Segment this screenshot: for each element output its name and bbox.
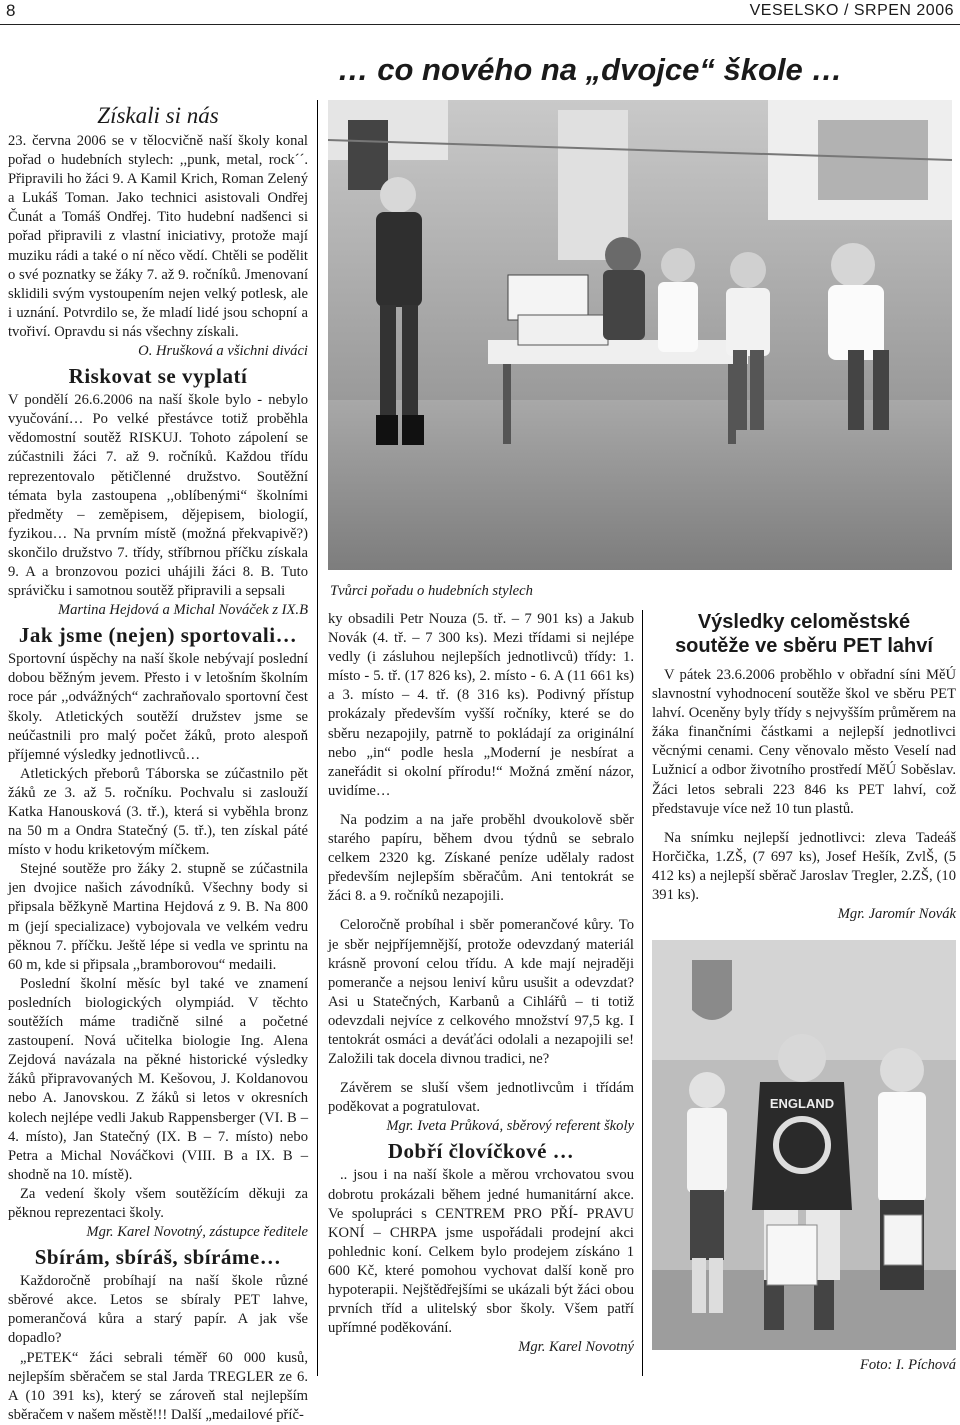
heading-vysledky: Výsledky celoměstské soutěže ve sběru PET lahví [675,611,933,657]
heading-dobri: Dobří človíčkové … [387,1139,575,1164]
riskovat-signature: Martina Hejdová a Michal Nováček z IX.B [57,602,308,619]
sportovali-para: Atletických přeborů Táborska se zúčastnilo pět žáků ze 3. až 5. ročníku. Pochvalu si zaslouží Katka Hanousková (3. tř.), která si vyběhla bronz na 50 m a Ondra Statečný (5. tř.), ten získal páté místo v hodu kriketovým míčkem. [8,765,308,859]
column-left [8,100,308,1425]
section-banner: … co nového na „dvojce“ škole … [337,52,843,87]
heading-sbiram: Sbírám, sbíráš, sbíráme… [34,1245,282,1270]
header-rule [0,24,960,25]
sbiram-continued: Celoročně probíhal i sběr pomerančové kůry. To je sběr nejpříjemnější, protože odevzdaný materiál krásně provoní celou třídu. A kde mají nejraději pomeranče a nejsou leniví kůru usušit a odevzdat? Asi u Statečných, Karbanů a Cihlářů – ti totiž odevzdali nejvíce z celkového množství 97,5 kg. I tentokrát osmáci a deváťáci odolali a nezapojili se! Založili tak docela divnou tradici, ne? [328,917,634,1068]
photo-pet-winners [652,940,956,1350]
ziskali-para: 23. června 2006 se v tělocvičně naší školy konal pořad o hudebních stylech: ,,punk, metal, rock´´. Připravili ho žáci 9. A Kamil Krich, Roman Zelený a Lukáš Toman. Jako technici asistovali Ondřej Čunát a Tomáš Ondřej. Tito hudební nadšenci si pořad připravili z vlastní iniciativy, protože mají muziku rádi a také o ní něco vědí. Chtěli se podělit o své poznatky se žáky 7. až 9. ročníků. Jmenovaní sklidili svým vystoupením nejen velký potlesk, ale i uznání. Potvrdilo se, že mladí lidé jsou schopní a tvořiví. Opravdu si nás všechny získali. [8,133,308,340]
sbiram-continued: Na podzim a na jaře proběhl dvoukolově sběr starého papíru, během dvou týdnů se sebralo celkem 2320 kg. Získané peníze udělaly radost především nejlepším sběračům. Ani tentokrát se žáci 8. a 9. ročníků nezapojili. [328,811,634,905]
page-header [0,0,960,22]
sbiram-para: „PETEK“ žáci sebrali téměř 60 000 kusů, nejlepším sběračem se stal Jarda TREGLER ze 6. A (10 391 ks), který se zároveň stal nejlepším sběračem v našem městě!!! Další „medailové příč- [8,1349,308,1423]
sbiram-para: Každoročně probíhají na naší škole různé sběrové akce. Letos se sbíraly PET lahve, pomerančová kůra a starý papír. A jak vše dopadlo? [8,1273,308,1347]
column-middle [328,610,634,1357]
photo-pet-winners-image [652,940,956,1350]
heading-riskovat: Riskovat se vyplatí [68,364,248,389]
riskovat-para: V pondělí 26.6.2006 na naší škole bylo - nebylo vyučování… Po velké přestávce totiž proběhla vědomostní soutěž RISKUJ. Tohoto zápolení se zúčastnili žáci 7. až 9. ročníků. Každou třídu reprezentovalo pětičlenné družstvo. Soutěžní témata byla zastoupena ,,oblíbenými“ školními předměty – zeměpisem, dějepisem, biologií, fyzikou… Na prvním místě (možná překvapivě?) skončilo družstvo 7. třídy, stříbrnou příčku získala 9. A a bronzovou pozici uhájili žáci 8. B. Tuto správičku i samotnou soutěž připravili a sepsali [8,392,308,600]
column-divider [642,610,643,1376]
dobri-signature: Mgr. Karel Novotný [518,1339,634,1356]
sbiram-continued: Závěrem se sluší všem jednotlivcům i třídám poděkovat a pogratulovat. [328,1080,634,1116]
photo-music-program-image [328,100,952,570]
vysledky-para: V pátek 23.6.2006 proběhlo v obřadní síni MěÚ slavnostní vyhodnocení soutěže škol ve sběru PET lahví. Oceněny byly třídy s nejvyšším průměrem na žáka finančními částkami a nejlepší jednotlivci věcnými cenami. Ceny věnovalo město Veselí nad Lužnicí a odbor životního prostředí MěÚ Soběslav. Žáci letos sebrali 223 846 ks PET lahví, což představuje více než 10 tun plastů. [652,667,956,817]
running-head: VESELSKO / SRPEN 2006 [749,2,954,19]
caption-photo-credit: Foto: I. Píchová [859,1357,956,1373]
sportovali-signature: Mgr. Karel Novotný, zástupce ředitele [86,1224,308,1241]
column-right [652,610,956,924]
sportovali-para: Za vedení školy všem soutěžícím děkuji za pěknou reprezentaci školy. [8,1185,308,1221]
heading-ziskali: Získali si nás [97,103,219,128]
sbiram-signature: Mgr. Iveta Průková, sběrový referent školy [386,1118,634,1135]
vysledky-para: Na snímku nejlepší jednotlivci: zleva Tadeáš Horčička, 1.ZŠ, (7 697 ks), Josef Hešík, ZvlŠ, (5 412 ks) a nejlepší sběrač Jaroslav Tregler, 2.ZŠ, (10 391 ks). [652,829,956,904]
dobri-para: .. jsou i na naší škole a měrou vrchovatou svou dobrotu prokázali během jedné humanitární akce. Ve spolupráci s CENTREM PRO PŘÍ- PRAVU KONÍ – CHRPA jsme uspořádali prodejní akci pohlednic koní. Celkem bylo prodejem získáno 1 600 Kč, které pomohou vychovat další koně pro hypoterapii. Nejštědřejšími se ukázali být žáci obou prvních tříd a ulitelský sbor školy. Všem patří upřímné poděkování. [328,1167,634,1337]
ziskali-signature: O. Hrušková a všichni diváci [138,343,308,360]
photo-music-program [328,100,952,570]
shirt-text: ENGLAND [769,1096,835,1111]
vysledky-signature: Mgr. Jaromír Novák [837,906,956,923]
column-divider [317,100,318,1376]
page-number: 8 [6,1,16,20]
sbiram-continued: ky obsadili Petr Nouza (5. tř. – 7 901 ks) a Jakub Novák (4. tř. – 7 300 ks). Mezi třídami si nejlépe vedly (i zásluhou nejlepších jednotlivců) třídy: 1. místo - 5. tř. (17 826 ks), 2. místo - 6. A (11 661 ks) a 3. místo – 4. tř. (8 316 ks). Podivný přístup prokázaly především vyšší ročníky, které se do sběru nezapojily, patrně to pokládají za originální nebo „in“ podle hesla „Moderní je nesbírat a zaneřádit si okolní přírodu!“ Možná změní názor, uvidíme… [328,611,634,799]
caption-music-program: Tvůrci pořadu o hudebních stylech [330,583,533,599]
sportovali-para: Sportovní úspěchy na naší škole nebývají poslední dobou běžným jevem. Přesto i v letošním školním roce pár ,,odvážných“ zachraňovalo sportovní čest školy. Atletických soutěží družstev jsme se neúčastnili pro malý počet žáků, proto alespoň příjemné výsledky jednotlivců… [8,651,308,763]
sportovali-para: Stejné soutěže pro žáky 2. stupně se zúčastnila jen dvojice našich závodníků. Všechny body si připsala běžkyně Martina Hejdová z 9. B. Na 800 m (její specializace) vybojovala ve velkém vedru pěknou 7. příčku. Ještě lépe si vedla ve sprintu na 60 m, kde si připsala ,,bramborovou“ medaili. [8,861,308,973]
sportovali-para: Poslední školní měsíc byl také ve znamení posledních biologických olympiád. V těchto soutěžích máme tradičně silné a početné zastoupení. Nová učitelka biologie Ing. Alena Zejdová navázala na pěkné historické výsledky žáků připravovaných M. Kešovou, J. Koldanovou nebo A. Janovskou. Z žáků si letos v okresních kolech nejlépe vedli Jakub Rappensberger (VI. B – 4. místo), Jan Statečný (IX. B – 7. místo) nebo Petra a Michal Nováčkovi (VIII. B a IX. B – shodně na 10. místě). [8,975,308,1183]
heading-sportovali: Jak jsme (nejen) sportovali… [18,623,298,648]
